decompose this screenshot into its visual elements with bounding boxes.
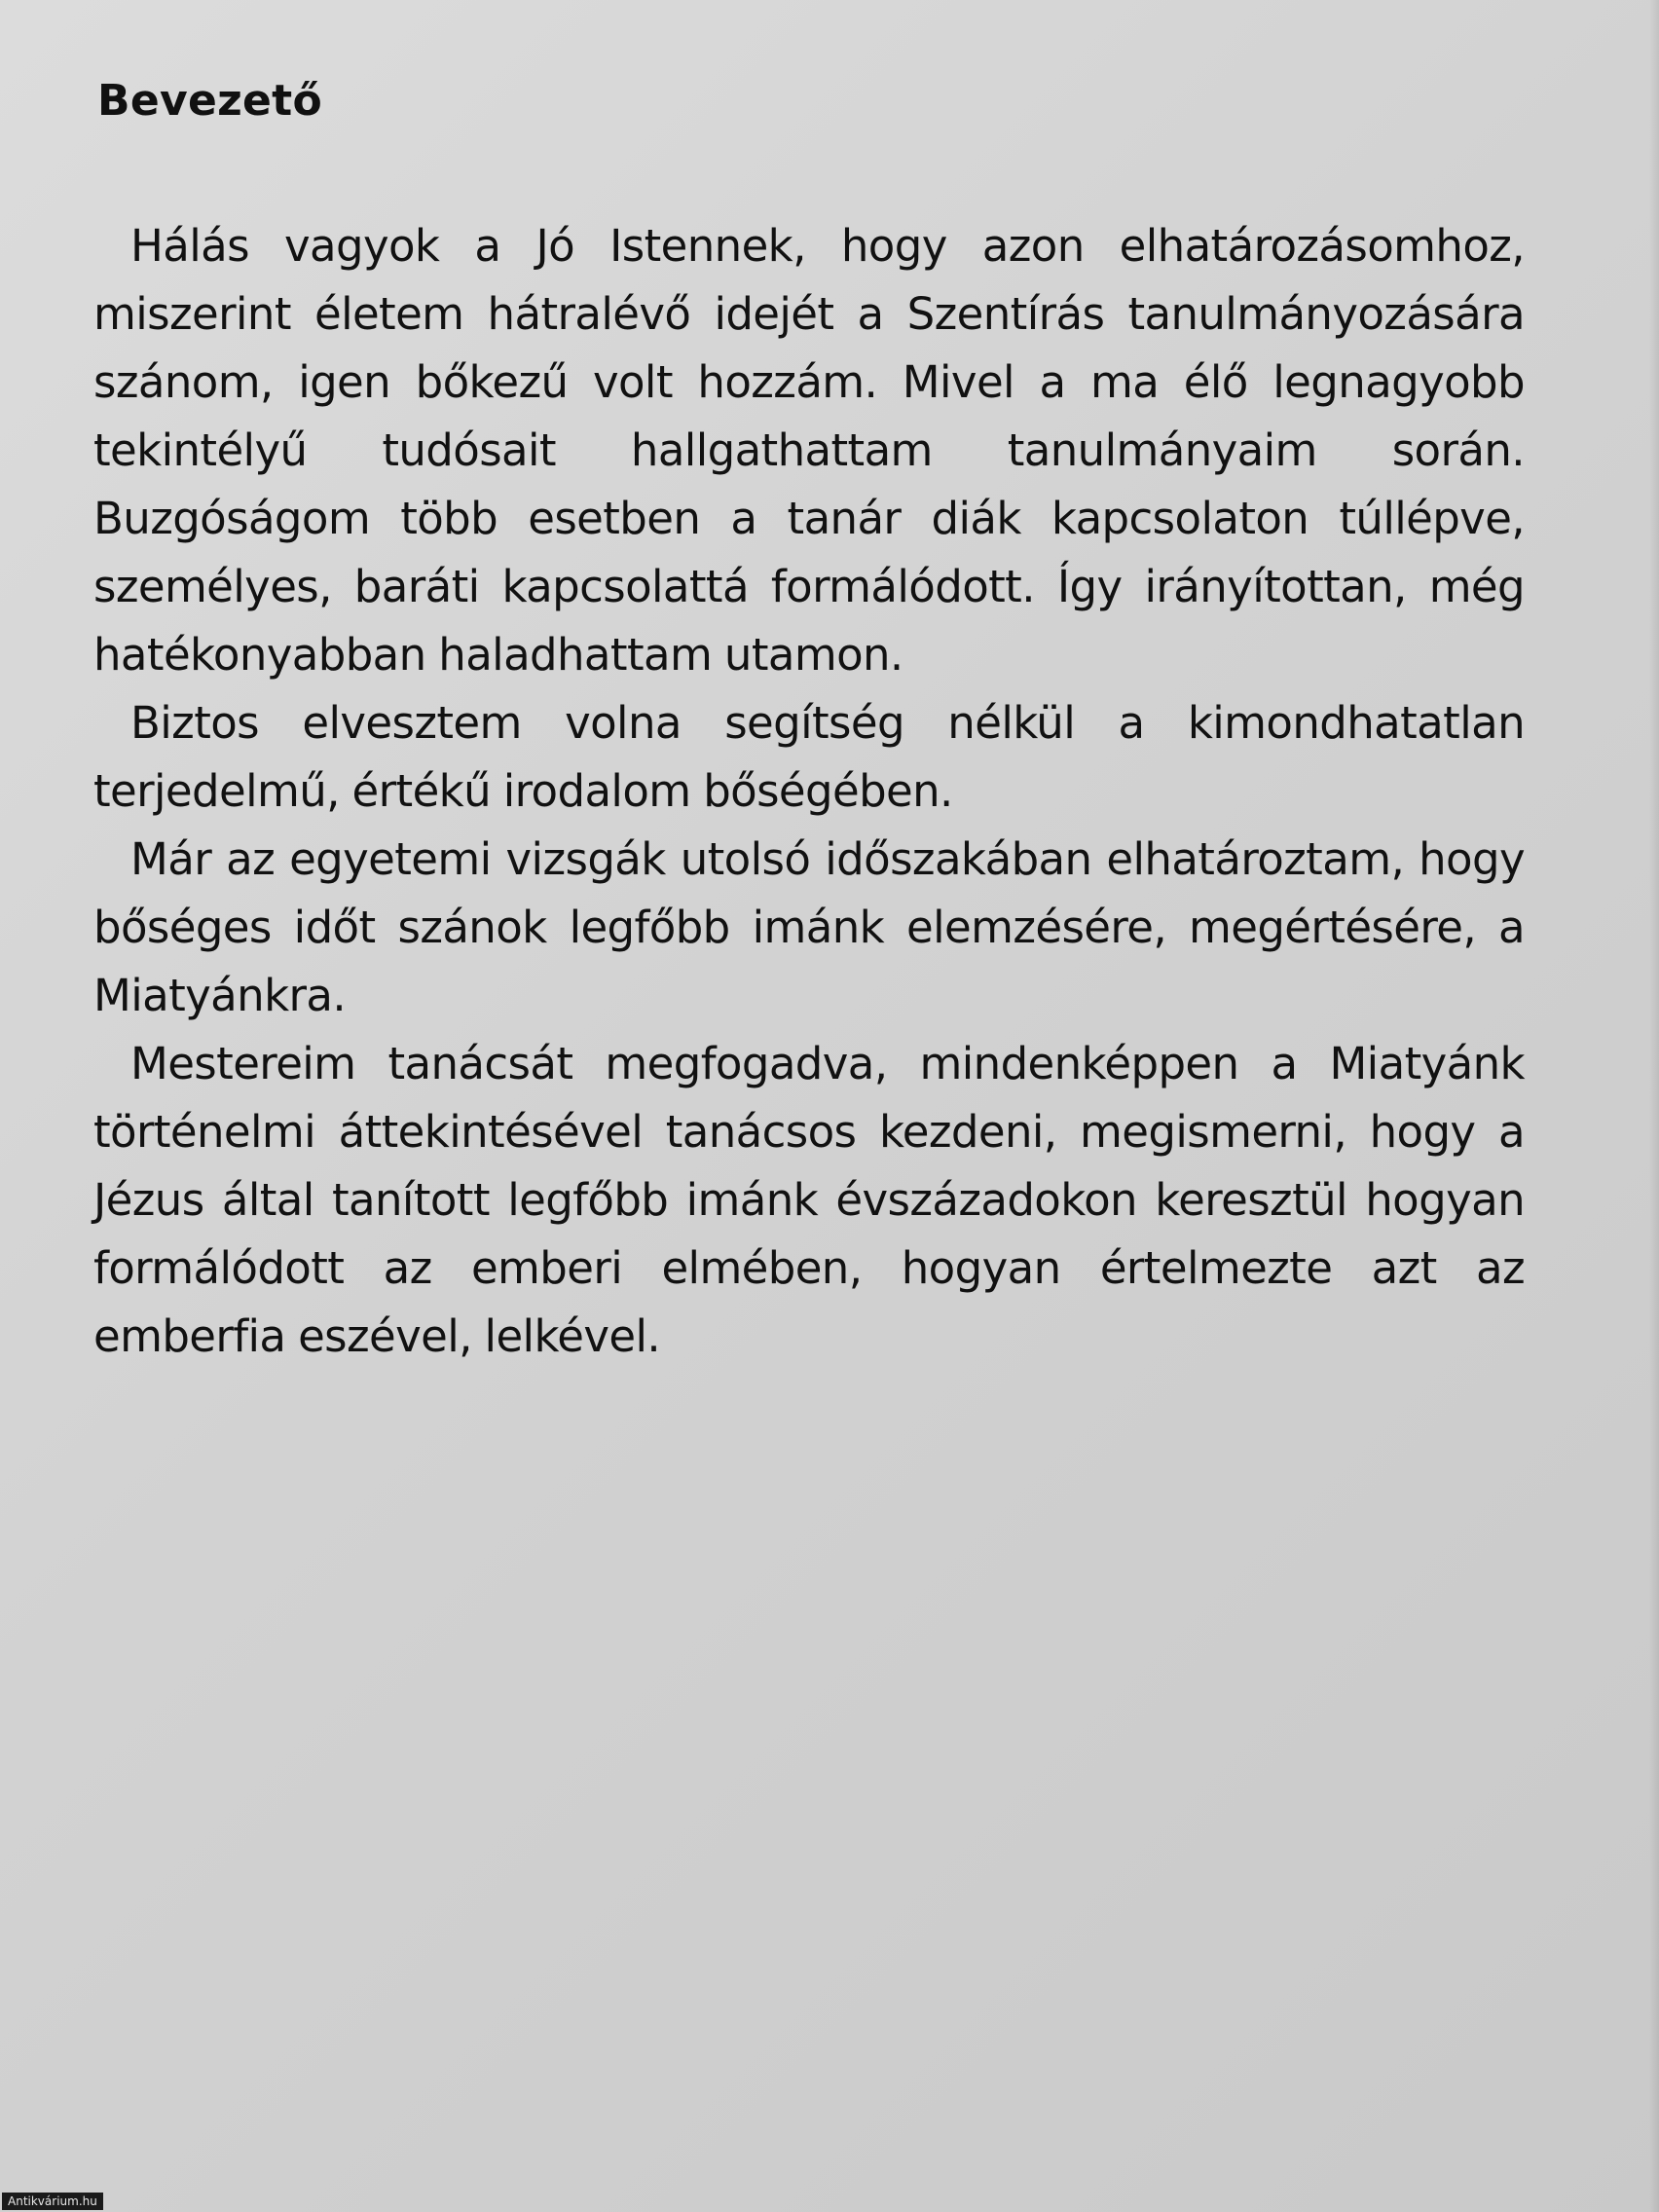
watermark-label: Antikvárium.hu [2, 2193, 103, 2210]
page-edge-shadow [1649, 0, 1659, 2212]
paragraph-2: Biztos elvesztem volna segítség nélkül a kimondhatatlan terjedelmű, értékű irodalom bőségében. [93, 697, 1525, 817]
paragraph-1: Hálás vagyok a Jó Istennek, hogy azon elhatározásomhoz, miszerint életem hátralévő idejét a Szentírás tanulmányozására szánom, igen bőkezű volt hozzám. Mivel a ma élő legnagyobb tekintélyű tudósait hallgathattam tanulmányaim során. Buzgóságom több esetben a tanár diák kapcsolaton túllépve, személyes, baráti kapcsolattá formálódott. Így irányítottan, még hatékonyabban haladhattam utamon. [93, 220, 1525, 681]
paragraph-4: Mestereim tanácsát megfogadva, mindenképpen a Miatyánk történelmi áttekintésével tanácsos kezdeni, megismerni, hogy a Jézus által tanított legfőbb imánk évszázadokon keresztül hogyan formálódott az emberi elmében, hogyan értelmezte azt az emberfia eszével, lelkével. [93, 1038, 1525, 1362]
paragraph-3: Már az egyetemi vizsgák utolsó időszakában elhatároztam, hogy bőséges időt szánok legfőbb imánk elemzésére, megértésére, a Miatyánkra. [93, 833, 1525, 1021]
section-heading: Bevezető [97, 76, 323, 126]
body-text [93, 212, 1525, 1371]
